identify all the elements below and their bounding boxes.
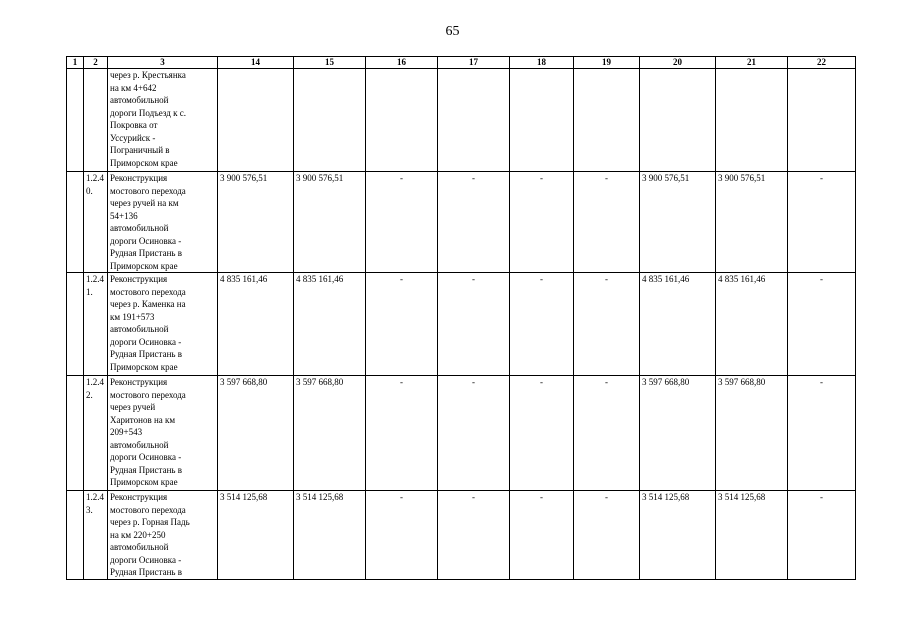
value-cell: 3 597 668,80 xyxy=(218,376,294,491)
column-header: 20 xyxy=(640,57,716,69)
item-description: через р. Крестьянка на км 4+642 автомобильной дороги Подъезд к с. Покровка от Уссурийск - Пограничный в Приморском крае xyxy=(108,69,218,172)
column-header: 18 xyxy=(510,57,574,69)
table-row xyxy=(67,273,856,376)
value-cell: 3 514 125,68 xyxy=(716,491,788,580)
column-header: 15 xyxy=(294,57,366,69)
item-number: 1.2.4 1. xyxy=(84,273,108,376)
value-cell: - xyxy=(574,376,640,491)
col1-cell xyxy=(67,491,84,580)
value-cell xyxy=(294,69,366,172)
value-cell: - xyxy=(438,491,510,580)
value-cell: - xyxy=(510,491,574,580)
item-description: Реконструкция мостового перехода через р. Горная Падь на км 220+250 автомобильной дороги Осиновка - Рудная Пристань в xyxy=(108,491,218,580)
value-cell xyxy=(218,69,294,172)
value-cell: - xyxy=(366,273,438,376)
table-row xyxy=(67,376,856,491)
item-number xyxy=(84,69,108,172)
value-cell: 3 514 125,68 xyxy=(294,491,366,580)
value-cell: - xyxy=(574,273,640,376)
value-cell: 3 900 576,51 xyxy=(716,172,788,273)
column-header: 22 xyxy=(788,57,856,69)
item-description: Реконструкция мостового перехода через ручей на км 54+136 автомобильной дороги Осиновка - Рудная Пристань в Приморском крае xyxy=(108,172,218,273)
item-description: Реконструкция мостового перехода через р. Каменка на км 191+573 автомобильной дороги Осиновка - Рудная Пристань в Приморском крае xyxy=(108,273,218,376)
column-header: 16 xyxy=(366,57,438,69)
value-cell xyxy=(438,69,510,172)
value-cell: - xyxy=(788,376,856,491)
value-cell: - xyxy=(366,491,438,580)
value-cell xyxy=(640,69,716,172)
column-header: 14 xyxy=(218,57,294,69)
value-cell: - xyxy=(438,376,510,491)
item-description: Реконструкция мостового перехода через ручей Харитонов на км 209+543 автомобильной дороги Осиновка - Рудная Пристань в Приморском крае xyxy=(108,376,218,491)
col1-cell xyxy=(67,273,84,376)
value-cell: - xyxy=(510,172,574,273)
column-header: 3 xyxy=(108,57,218,69)
table-row xyxy=(67,491,856,580)
value-cell: 4 835 161,46 xyxy=(294,273,366,376)
value-cell: 4 835 161,46 xyxy=(716,273,788,376)
value-cell: 3 514 125,68 xyxy=(218,491,294,580)
table-row xyxy=(67,172,856,273)
value-cell xyxy=(574,69,640,172)
value-cell: 3 900 576,51 xyxy=(640,172,716,273)
value-cell: - xyxy=(438,172,510,273)
column-header: 2 xyxy=(84,57,108,69)
column-header: 1 xyxy=(67,57,84,69)
value-cell xyxy=(788,69,856,172)
item-number: 1.2.4 0. xyxy=(84,172,108,273)
page-number: 65 xyxy=(445,24,460,39)
value-cell: - xyxy=(510,376,574,491)
value-cell: 3 900 576,51 xyxy=(218,172,294,273)
value-cell: - xyxy=(788,273,856,376)
header-row xyxy=(67,57,856,69)
item-number: 1.2.4 3. xyxy=(84,491,108,580)
value-cell xyxy=(510,69,574,172)
col1-cell xyxy=(67,69,84,172)
value-cell: - xyxy=(366,172,438,273)
table-body xyxy=(67,69,856,580)
value-cell xyxy=(366,69,438,172)
value-cell: 3 597 668,80 xyxy=(294,376,366,491)
value-cell: - xyxy=(574,491,640,580)
value-cell: 4 835 161,46 xyxy=(640,273,716,376)
value-cell: 3 597 668,80 xyxy=(716,376,788,491)
value-cell: - xyxy=(366,376,438,491)
value-cell: - xyxy=(510,273,574,376)
value-cell: 3 900 576,51 xyxy=(294,172,366,273)
budget-table xyxy=(66,56,856,580)
value-cell: - xyxy=(788,172,856,273)
value-cell: 3 597 668,80 xyxy=(640,376,716,491)
item-number: 1.2.4 2. xyxy=(84,376,108,491)
column-header: 17 xyxy=(438,57,510,69)
value-cell: - xyxy=(438,273,510,376)
value-cell xyxy=(716,69,788,172)
col1-cell xyxy=(67,376,84,491)
column-header: 21 xyxy=(716,57,788,69)
value-cell: - xyxy=(788,491,856,580)
value-cell: 4 835 161,46 xyxy=(218,273,294,376)
value-cell: 3 514 125,68 xyxy=(640,491,716,580)
column-header: 19 xyxy=(574,57,640,69)
table-row xyxy=(67,69,856,172)
col1-cell xyxy=(67,172,84,273)
value-cell: - xyxy=(574,172,640,273)
